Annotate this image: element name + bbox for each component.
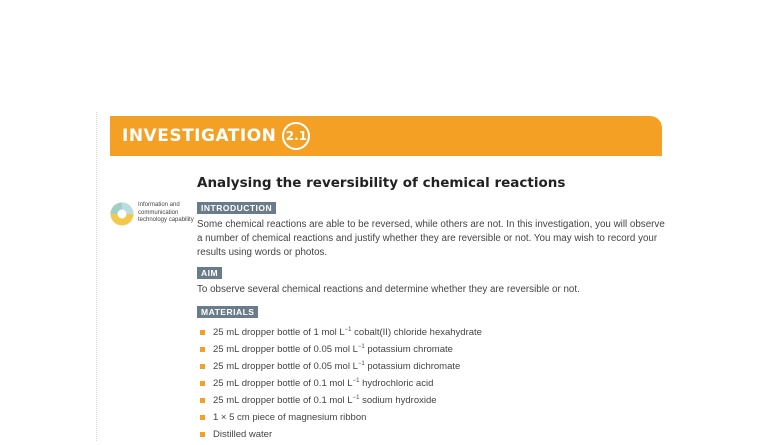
introduction-text: Some chemical reactions are able to be reversed, while others are not. In this investigation, you will observe a number of chemical reactions and justify whether they are reversible or not. You may wish to record your results using words or photos. <box>197 219 665 258</box>
list-item: 25 mL dropper bottle of 0.1 mol $L^{-1}$ sodium hydroxide <box>200 394 482 411</box>
page-edge <box>96 112 97 441</box>
list-item: 25 mL dropper bottle of 0.05 mol $L^{-1}$ potassium dichromate <box>200 360 482 377</box>
list-item: 25 mL dropper bottle of 0.1 mol $L^{-1}$ hydrochloric acid <box>200 377 482 394</box>
investigation-number-badge: 2.1 <box>282 122 310 150</box>
bullet-icon <box>200 381 205 386</box>
bullet-icon <box>200 398 205 403</box>
investigation-title: Analysing the reversibility of chemical reactions <box>197 175 566 191</box>
aim-heading: AIM <box>197 267 222 279</box>
aim-text: To observe several chemical reactions and determine whether they are reversible or not. <box>197 284 580 295</box>
bullet-icon <box>200 330 205 335</box>
investigation-banner <box>110 116 662 156</box>
bullet-icon <box>200 432 205 437</box>
ict-capability <box>110 202 198 226</box>
materials-heading: MATERIALS <box>197 306 258 318</box>
list-item: Distilled water <box>200 428 482 445</box>
banner-title: INVESTIGATION <box>122 126 277 146</box>
bullet-icon <box>200 347 205 352</box>
materials-list <box>200 326 482 445</box>
bullet-icon <box>200 364 205 369</box>
list-item: 25 mL dropper bottle of 0.05 mol $L^{-1}$ potassium chromate <box>200 343 482 360</box>
list-item: 25 mL dropper bottle of 1 mol $L^{-1}$ cobalt(II) chloride hexahydrate <box>200 326 482 343</box>
ict-capability-label: Information and communication technology capability <box>138 202 194 223</box>
list-item: 1 × 5 cm piece of magnesium ribbon <box>200 411 482 428</box>
ict-capability-icon <box>110 202 134 226</box>
introduction-heading: INTRODUCTION <box>197 202 276 214</box>
bullet-icon <box>200 415 205 420</box>
